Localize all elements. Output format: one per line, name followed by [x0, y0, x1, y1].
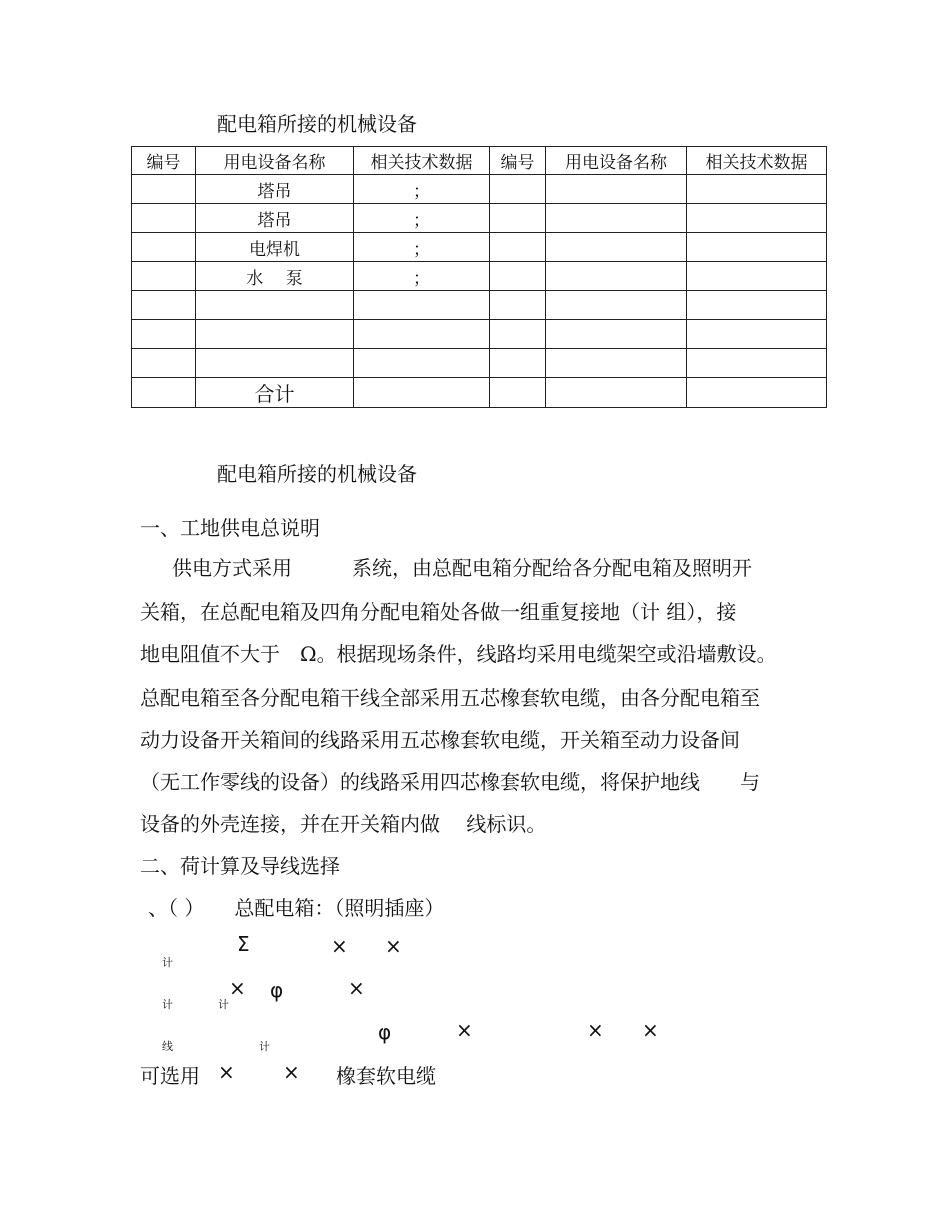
table-cell	[490, 349, 546, 378]
paragraph-line: 总配电箱至各分配电箱干线全部采用五芯橡套软电缆，由各分配电箱至	[140, 686, 760, 710]
table-header-cell: 相关技术数据	[687, 147, 827, 175]
times-symbol: ×	[587, 1018, 604, 1042]
table-cell	[132, 175, 196, 204]
paragraph-line: 设备的外壳连接，并在开关箱内做 线标识。	[140, 812, 547, 836]
table-cell: ；	[354, 204, 490, 233]
table-cell: 电焊机	[196, 233, 354, 262]
table-header-cell: 用电设备名称	[546, 147, 687, 175]
table-row	[132, 233, 827, 262]
table-cell: 塔吊	[196, 204, 354, 233]
paragraph-line: 地电阻值不大于 Ω。根据现场条件，线路均采用电缆架空或沿墙敷设。	[140, 642, 777, 666]
section-caption: 配电箱所接的机械设备	[217, 462, 417, 486]
table-cell: 合计	[196, 378, 354, 408]
subscript-ji: 计	[162, 956, 173, 969]
times-symbol: ×	[218, 1060, 235, 1084]
subscript-xian: 线	[162, 1040, 173, 1053]
subscript-ji: 计	[259, 1040, 270, 1053]
times-symbol: ×	[642, 1018, 659, 1042]
table-cell	[546, 291, 687, 320]
table-cell	[546, 320, 687, 349]
subscript-ji: 计	[162, 998, 173, 1011]
table-cell	[354, 349, 490, 378]
item-line: 、（ ） 总配电箱：（照明插座）	[148, 896, 445, 920]
paragraph-line: 供电方式采用 系统，由总配电箱分配给各分配电箱及照明开	[172, 556, 752, 580]
table-row	[132, 349, 827, 378]
table-header-cell: 相关技术数据	[354, 147, 490, 175]
table-cell	[687, 262, 827, 291]
table-cell: 水 泵	[196, 262, 354, 291]
table-row	[132, 262, 827, 291]
table-cell: ；	[354, 262, 490, 291]
table-cell	[132, 320, 196, 349]
table-cell	[132, 262, 196, 291]
conclusion-label: 可选用	[140, 1064, 200, 1088]
paragraph-line: （无工作零线的设备）的线路采用四芯橡套软电缆，将保护地线 与	[140, 770, 760, 794]
table-header-cell: 编号	[490, 147, 546, 175]
paragraph-line: 关箱，在总配电箱及四角分配电箱处各做一组重复接地（计 组），接	[140, 600, 737, 624]
section-heading-2: 二、荷计算及导线选择	[140, 854, 340, 878]
table-cell	[687, 291, 827, 320]
table-header-row	[132, 147, 827, 175]
times-symbol: ×	[385, 934, 402, 958]
table-cell	[687, 378, 827, 408]
times-symbol: ×	[283, 1060, 300, 1084]
table-cell	[546, 175, 687, 204]
table-cell	[687, 233, 827, 262]
table-cell	[132, 291, 196, 320]
table-cell	[490, 175, 546, 204]
table-cell	[687, 175, 827, 204]
equipment-table	[131, 146, 827, 408]
sigma-symbol: Σ	[237, 932, 250, 956]
table-cell	[546, 349, 687, 378]
table-cell	[546, 378, 687, 408]
table-header-cell: 用电设备名称	[196, 147, 354, 175]
table-cell	[132, 204, 196, 233]
table-title: 配电箱所接的机械设备	[217, 112, 417, 136]
paragraph-line: 动力设备开关箱间的线路采用五芯橡套软电缆，开关箱至动力设备间	[140, 728, 740, 752]
subscript-ji: 计	[218, 998, 229, 1011]
table-cell	[354, 291, 490, 320]
table-cell	[132, 349, 196, 378]
times-symbol: ×	[229, 976, 246, 1000]
table-row	[132, 204, 827, 233]
table-cell	[132, 233, 196, 262]
table-cell	[687, 204, 827, 233]
table-cell	[687, 320, 827, 349]
table-cell	[546, 204, 687, 233]
table-cell	[687, 349, 827, 378]
table-cell: ；	[354, 175, 490, 204]
section-heading-1: 一、工地供电总说明	[140, 516, 320, 540]
cable-type: 橡套软电缆	[336, 1064, 436, 1088]
table-cell	[490, 320, 546, 349]
table-cell	[196, 320, 354, 349]
table-cell	[196, 291, 354, 320]
phi-symbol: φ	[378, 1020, 392, 1044]
times-symbol: ×	[456, 1018, 473, 1042]
table-cell	[546, 262, 687, 291]
table-cell	[354, 320, 490, 349]
table-cell	[196, 349, 354, 378]
table-cell	[490, 291, 546, 320]
table-row	[132, 378, 827, 408]
table-cell	[132, 378, 196, 408]
table-row	[132, 291, 827, 320]
table-cell	[490, 233, 546, 262]
table-row	[132, 175, 827, 204]
times-symbol: ×	[331, 934, 348, 958]
phi-symbol: φ	[270, 978, 284, 1002]
table-cell	[490, 204, 546, 233]
times-symbol: ×	[348, 976, 365, 1000]
table-cell	[546, 233, 687, 262]
table-cell	[490, 378, 546, 408]
table-row	[132, 320, 827, 349]
table-cell: ；	[354, 233, 490, 262]
table-cell	[354, 378, 490, 408]
table-cell: 塔吊	[196, 175, 354, 204]
table-cell	[490, 262, 546, 291]
table-header-cell: 编号	[132, 147, 196, 175]
